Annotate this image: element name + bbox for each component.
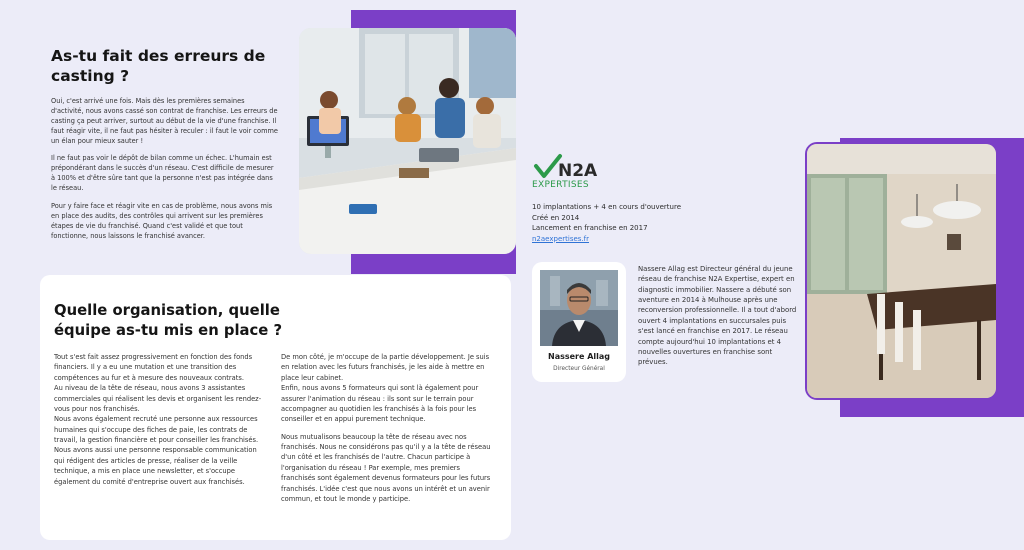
person-role: Directeur Général [553, 366, 605, 372]
section1-body [51, 97, 279, 250]
logo-wordmark: EXPERTISES [532, 180, 589, 190]
person-card [532, 262, 626, 382]
section2-right-column [281, 352, 493, 511]
fact-item: 10 implantations + 4 en cours d'ouverture [532, 203, 682, 211]
brand-facts [532, 202, 732, 244]
person-name: Nassere Allag [548, 352, 610, 361]
n2a-logo [532, 152, 602, 196]
person-bio: Nassere Allag est Directeur général du jeune réseau de franchise N2A Expertise, expert en diagnostic immobilier. Nassere a débuté son aventure en 2014 à Mulhouse après une reconversion professionnelle. Il a tout d'abord ouvert 4 implantations en succursales puis s'est lancé en franchise en 2017. Le réseau compte aujourd'hui 10 implantations et 4 nouvelles ouvertures en franchise sont prévues. [638, 265, 797, 367]
paragraph: Nous mutualisons beaucoup la tête de réseau avec nos franchisés. Nous ne considérons pas qu'il y a la tête de réseau d'un côté et les franchisés de l'autre. Chacun participe à l'organisation du réseau ! Par exemple, mes premiers franchisés sont également devenus formateurs pour les futurs franchisés. L'idée c'est que nous avons un intérêt et un avenir commun, et tout le monde y participe. [281, 432, 491, 503]
section1-title: As-tu fait des erreurs de casting ? [51, 47, 266, 86]
paragraph: Oui, c'est arrivé une fois. Mais dès les premières semaines d'activité, nous avons cassé son contrat de franchise. Les erreurs de casting ça peut arriver, surtout au début de la vie d'une franchise. Il faut réagir vite, il ne faut pas hésiter à reculer : il faut le voir comme un élan pour mieux sauter ! [51, 97, 278, 145]
n2a-logo-mark [532, 152, 602, 182]
office-team-illustration [299, 28, 516, 254]
paragraph: Il ne faut pas voir le dépôt de bilan comme un échec. L'humain est prépondérant dans le succès d'un réseau. C'est difficile de mesurer à 100% et d'être sûre tant que la personne n'est pas intégrée dans le réseau. [51, 154, 274, 193]
avatar [540, 270, 618, 346]
paragraph: Pour y faire face et réagir vite en cas de problème, nous avons mis en place des audits, des contrôles qui arrivent sur les premières étapes de vie du franchisé. Quand c'est validé et que tout fonctionne, nous laissons le franchisé avancer. [51, 202, 273, 240]
paragraph: De mon côté, je m'occupe de la partie développement. Je suis en relation avec les futurs franchisés, je les aide à mettre en place leur cabinet. Enfin, nous avons 5 formateurs qui sont là également pour assurer l'animation du réseau : ils sont sur le terrain pour accompagner au quotidien les franchisés à la fois pour les conseiller et en appui purement technique. [281, 353, 490, 424]
section2-left-column [54, 352, 262, 494]
portrait-illustration [540, 270, 618, 346]
fact-item: Lancement en franchise en 2017 [532, 224, 648, 232]
office-team-photo [299, 28, 516, 254]
website-link[interactable]: n2aexpertises.fr [532, 234, 589, 243]
office-interior-photo [805, 142, 998, 400]
fact-item: Créé en 2014 [532, 213, 580, 222]
section2-title: Quelle organisation, quelle équipe as-tu mis en place ? [54, 302, 283, 339]
interior-illustration [807, 144, 996, 398]
paragraph: Tout s'est fait assez progressivement en fonction des fonds financiers. Il y a eu une mutation et une transition des compétences au fur et à mesure des nouveaux contrats. Au niveau de la tête de réseau, nous avons 3 assistantes commerciales qui réalisent les devis et organisent les rendez-vous pour nos franchisés. Nous avons également recruté une personne aux ressources humaines qui s'occupe des fiches de paie, les contrats de travail, la gestion financière et pour conseiller les franchisés. Nous avons aussi une personne responsable communication qui rédigent des articles de presse, réaliser de la veille technique, a mis en place une newsletter, et s'occupe également du comité d'entreprise ouvert aux franchisés. [54, 353, 262, 486]
logo-mark-text: N2A [558, 161, 598, 181]
